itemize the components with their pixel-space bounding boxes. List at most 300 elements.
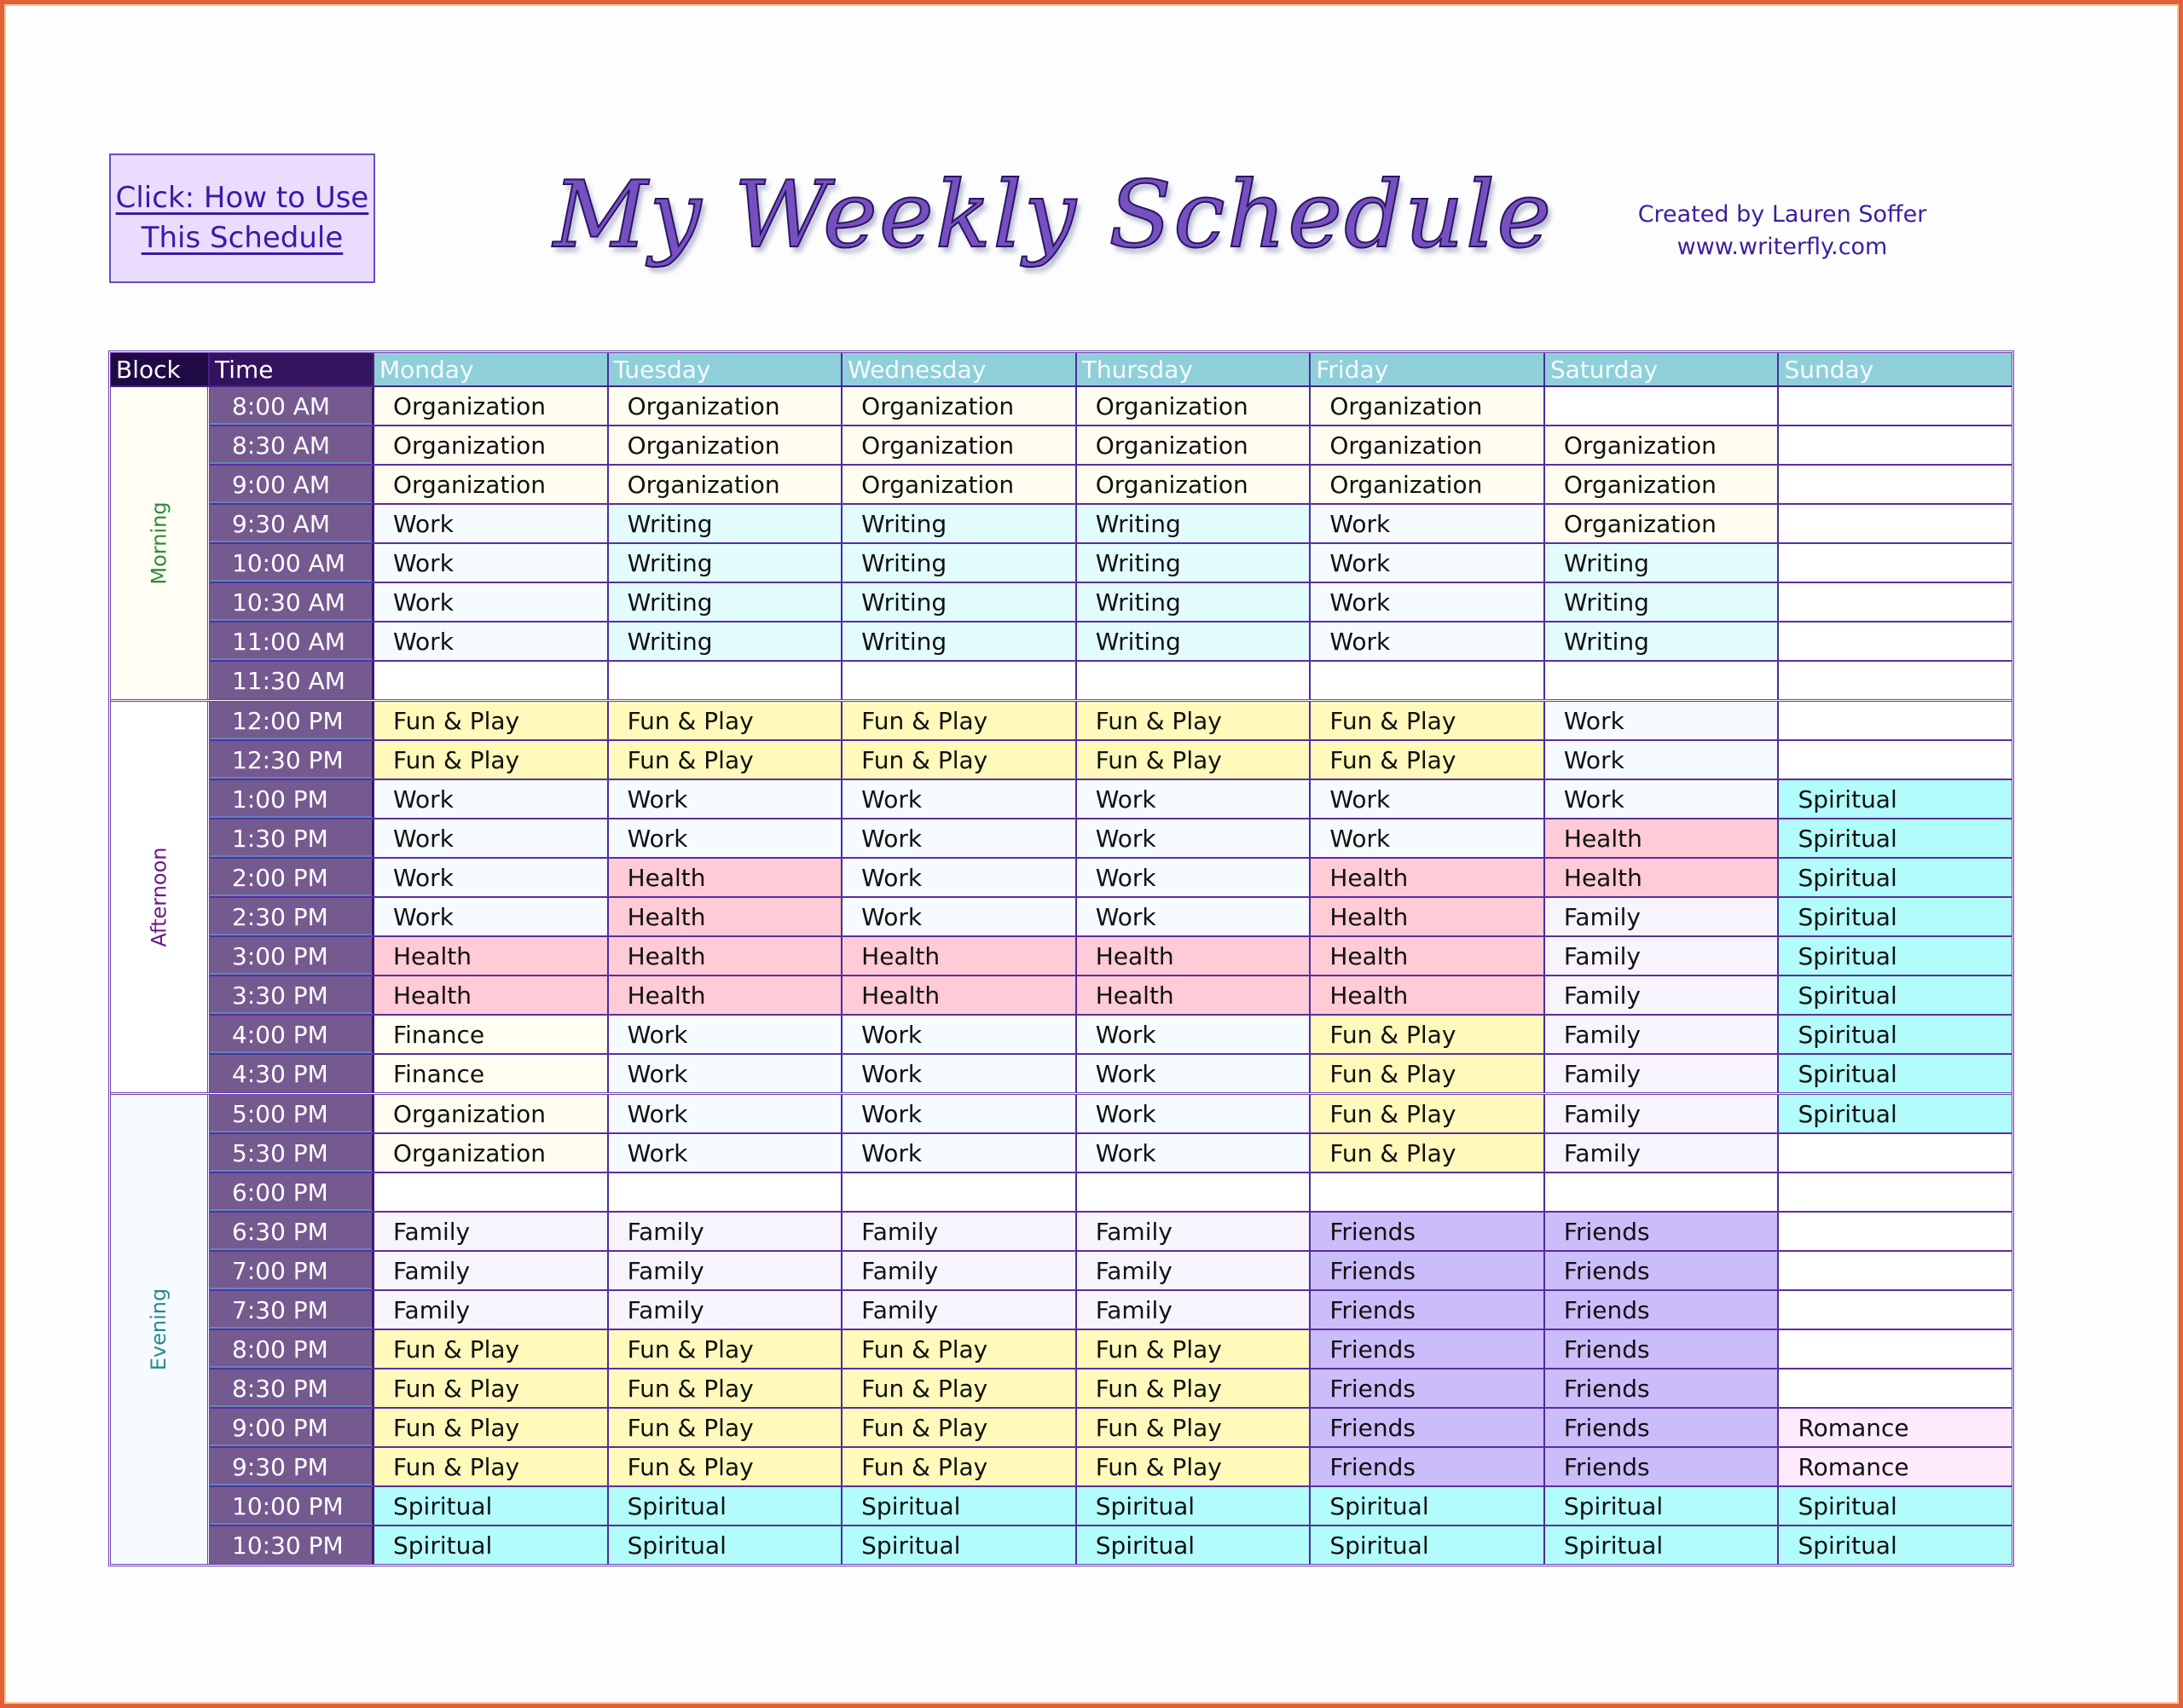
schedule-cell-saturday[interactable]: Work — [1545, 741, 1780, 779]
schedule-cell-saturday[interactable]: Organization — [1545, 505, 1780, 542]
schedule-cell-sunday[interactable] — [1779, 544, 2012, 582]
schedule-table — [108, 350, 2014, 1566]
credit-author: Created by Lauren Soffer — [1637, 201, 1927, 228]
schedule-cell-tuesday[interactable]: Writing — [609, 544, 843, 582]
time-cell: 7:00 PM — [210, 1252, 374, 1289]
schedule-cell-monday[interactable]: Fun & Play — [374, 1409, 609, 1446]
schedule-cell-wednesday[interactable]: Family — [843, 1291, 1077, 1329]
time-cell: 3:00 PM — [210, 937, 374, 975]
schedule-cell-wednesday[interactable]: Writing — [843, 544, 1077, 582]
schedule-cell-sunday[interactable] — [1779, 466, 2012, 503]
schedule-cell-friday[interactable]: Work — [1311, 583, 1545, 621]
header-day-wednesday: Wednesday — [843, 353, 1077, 385]
schedule-cell-wednesday[interactable] — [843, 1173, 1077, 1211]
schedule-cell-sunday[interactable] — [1779, 622, 2012, 660]
schedule-cell-monday[interactable]: Work — [374, 505, 609, 542]
schedule-cell-monday[interactable]: Fun & Play — [374, 1369, 609, 1407]
schedule-cell-thursday[interactable]: Work — [1077, 1016, 1312, 1053]
schedule-cell-tuesday[interactable]: Work — [609, 1134, 843, 1172]
schedule-cell-tuesday[interactable]: Health — [609, 976, 843, 1014]
header-day-friday: Friday — [1311, 353, 1545, 385]
schedule-cell-friday[interactable]: Work — [1311, 544, 1545, 582]
section-morning — [111, 387, 2012, 699]
schedule-cell-monday[interactable]: Work — [374, 898, 609, 935]
schedule-cell-friday[interactable]: Organization — [1311, 387, 1545, 425]
schedule-cell-friday[interactable]: Friends — [1311, 1330, 1545, 1368]
time-cell: 5:00 PM — [210, 1095, 374, 1132]
schedule-cell-thursday[interactable]: Fun & Play — [1077, 1448, 1312, 1485]
schedule-cell-tuesday[interactable]: Organization — [609, 466, 843, 503]
schedule-cell-friday[interactable]: Friends — [1311, 1252, 1545, 1289]
schedule-cell-sunday[interactable] — [1779, 1330, 2012, 1368]
schedule-cell-sunday[interactable] — [1779, 662, 2012, 699]
time-cell: 10:00 PM — [210, 1487, 374, 1525]
schedule-cell-monday[interactable]: Organization — [374, 426, 609, 464]
schedule-cell-friday[interactable] — [1311, 1173, 1545, 1211]
schedule-cell-friday[interactable]: Organization — [1311, 426, 1545, 464]
schedule-cell-monday[interactable]: Work — [374, 622, 609, 660]
time-cell: 7:30 PM — [210, 1291, 374, 1329]
table-row — [210, 1291, 2012, 1330]
schedule-cell-friday[interactable]: Friends — [1311, 1369, 1545, 1407]
table-row — [210, 1409, 2012, 1448]
time-cell: 2:00 PM — [210, 859, 374, 896]
schedule-cell-wednesday[interactable]: Fun & Play — [843, 1330, 1077, 1368]
time-cell: 12:30 PM — [210, 741, 374, 779]
table-row — [210, 1173, 2012, 1213]
schedule-cell-sunday[interactable] — [1779, 583, 2012, 621]
schedule-cell-friday[interactable]: Organization — [1311, 466, 1545, 503]
table-row — [210, 426, 2012, 466]
block-label: Morning — [147, 501, 171, 585]
time-cell: 5:30 PM — [210, 1134, 374, 1172]
schedule-cell-tuesday[interactable]: Work — [609, 780, 843, 818]
schedule-cell-monday[interactable] — [374, 662, 609, 699]
schedule-cell-saturday[interactable]: Writing — [1545, 622, 1780, 660]
schedule-cell-monday[interactable]: Fun & Play — [374, 741, 609, 779]
schedule-cell-wednesday[interactable]: Work — [843, 1095, 1077, 1132]
schedule-cell-tuesday[interactable]: Fun & Play — [609, 1409, 843, 1446]
schedule-cell-friday[interactable]: Work — [1311, 780, 1545, 818]
schedule-cell-friday[interactable]: Work — [1311, 622, 1545, 660]
schedule-cell-saturday[interactable]: Spiritual — [1545, 1487, 1780, 1525]
table-row — [210, 1526, 2012, 1564]
credit-website: www.writerfly.com — [1676, 234, 1888, 260]
schedule-cell-wednesday[interactable]: Writing — [843, 505, 1077, 542]
schedule-cell-sunday[interactable]: Spiritual — [1779, 859, 2012, 896]
schedule-cell-wednesday[interactable]: Fun & Play — [843, 1448, 1077, 1485]
schedule-cell-thursday[interactable]: Fun & Play — [1077, 1330, 1312, 1368]
schedule-cell-saturday[interactable]: Family — [1545, 1095, 1780, 1132]
schedule-cell-wednesday[interactable]: Health — [843, 976, 1077, 1014]
schedule-cell-tuesday[interactable]: Writing — [609, 583, 843, 621]
table-row — [210, 819, 2012, 859]
time-cell: 8:00 PM — [210, 1330, 374, 1368]
schedule-cell-thursday[interactable]: Family — [1077, 1291, 1312, 1329]
table-row — [210, 1448, 2012, 1487]
table-row — [210, 780, 2012, 819]
schedule-cell-thursday[interactable]: Spiritual — [1077, 1526, 1312, 1564]
schedule-cell-wednesday[interactable]: Spiritual — [843, 1526, 1077, 1564]
schedule-cell-tuesday[interactable]: Work — [609, 1016, 843, 1053]
schedule-cell-sunday[interactable] — [1779, 702, 2012, 739]
schedule-cell-friday[interactable]: Friends — [1311, 1448, 1545, 1485]
schedule-cell-tuesday[interactable]: Fun & Play — [609, 1369, 843, 1407]
schedule-cell-saturday[interactable]: Writing — [1545, 544, 1780, 582]
schedule-cell-sunday[interactable]: Spiritual — [1779, 976, 2012, 1014]
schedule-cell-sunday[interactable]: Spiritual — [1779, 1016, 2012, 1053]
schedule-cell-thursday[interactable]: Writing — [1077, 505, 1312, 542]
schedule-cell-friday[interactable]: Work — [1311, 505, 1545, 542]
schedule-cell-tuesday[interactable]: Health — [609, 937, 843, 975]
schedule-cell-tuesday[interactable] — [609, 1173, 843, 1211]
schedule-cell-wednesday[interactable]: Family — [843, 1252, 1077, 1289]
schedule-cell-sunday[interactable] — [1779, 1173, 2012, 1211]
schedule-cell-sunday[interactable]: Spiritual — [1779, 898, 2012, 935]
schedule-cell-thursday[interactable]: Work — [1077, 898, 1312, 935]
schedule-cell-friday[interactable]: Friends — [1311, 1409, 1545, 1446]
table-row — [210, 1055, 2012, 1092]
schedule-cell-thursday[interactable]: Fun & Play — [1077, 741, 1312, 779]
schedule-cell-monday[interactable]: Finance — [374, 1055, 609, 1092]
table-row — [210, 387, 2012, 426]
schedule-cell-thursday[interactable]: Organization — [1077, 426, 1312, 464]
schedule-cell-thursday[interactable]: Fun & Play — [1077, 1369, 1312, 1407]
schedule-cell-thursday[interactable]: Work — [1077, 859, 1312, 896]
schedule-cell-monday[interactable]: Work — [374, 859, 609, 896]
table-row — [210, 466, 2012, 505]
schedule-cell-monday[interactable]: Fun & Play — [374, 1448, 609, 1485]
schedule-cell-thursday[interactable]: Writing — [1077, 622, 1312, 660]
table-row — [210, 859, 2012, 898]
schedule-cell-tuesday[interactable]: Health — [609, 898, 843, 935]
time-cell: 4:30 PM — [210, 1055, 374, 1092]
schedule-cell-wednesday[interactable]: Work — [843, 1055, 1077, 1092]
schedule-cell-monday[interactable]: Organization — [374, 466, 609, 503]
schedule-cell-wednesday[interactable]: Work — [843, 859, 1077, 896]
time-cell: 11:00 AM — [210, 622, 374, 660]
schedule-cell-thursday[interactable]: Health — [1077, 976, 1312, 1014]
schedule-cell-saturday[interactable]: Organization — [1545, 426, 1780, 464]
schedule-cell-tuesday[interactable] — [609, 662, 843, 699]
schedule-cell-thursday[interactable]: Family — [1077, 1213, 1312, 1250]
schedule-cell-sunday[interactable]: Spiritual — [1779, 1095, 2012, 1132]
table-row — [210, 1016, 2012, 1055]
time-cell: 6:30 PM — [210, 1213, 374, 1250]
schedule-cell-monday[interactable]: Family — [374, 1213, 609, 1250]
schedule-cell-wednesday[interactable]: Work — [843, 780, 1077, 818]
schedule-cell-tuesday[interactable]: Spiritual — [609, 1487, 843, 1525]
schedule-cell-saturday[interactable]: Organization — [1545, 466, 1780, 503]
section-rows — [210, 387, 2012, 699]
table-row — [210, 1330, 2012, 1369]
schedule-cell-saturday[interactable] — [1545, 1173, 1780, 1211]
schedule-cell-saturday[interactable]: Friends — [1545, 1330, 1780, 1368]
table-row — [210, 741, 2012, 780]
schedule-cell-friday[interactable]: Fun & Play — [1311, 1055, 1545, 1092]
block-label: Afternoon — [147, 847, 171, 947]
schedule-cell-friday[interactable]: Health — [1311, 898, 1545, 935]
header-day-thursday: Thursday — [1077, 353, 1312, 385]
schedule-cell-tuesday[interactable]: Writing — [609, 622, 843, 660]
schedule-cell-monday[interactable] — [374, 1173, 609, 1211]
time-cell: 4:00 PM — [210, 1016, 374, 1053]
schedule-cell-wednesday[interactable]: Fun & Play — [843, 741, 1077, 779]
schedule-cell-saturday[interactable]: Family — [1545, 1016, 1780, 1053]
schedule-cell-friday[interactable]: Friends — [1311, 1291, 1545, 1329]
schedule-cell-monday[interactable]: Fun & Play — [374, 1330, 609, 1368]
schedule-cell-friday[interactable]: Health — [1311, 976, 1545, 1014]
schedule-cell-tuesday[interactable]: Family — [609, 1213, 843, 1250]
schedule-cell-friday[interactable]: Fun & Play — [1311, 702, 1545, 739]
table-row — [210, 898, 2012, 937]
header-day-monday: Monday — [374, 353, 609, 385]
header-time: Time — [210, 353, 374, 385]
schedule-cell-sunday[interactable] — [1779, 1252, 2012, 1289]
schedule-cell-sunday[interactable] — [1779, 505, 2012, 542]
time-cell: 8:30 PM — [210, 1369, 374, 1407]
schedule-cell-thursday[interactable]: Spiritual — [1077, 1487, 1312, 1525]
schedule-cell-saturday[interactable]: Health — [1545, 819, 1780, 857]
credit — [1586, 199, 1978, 263]
time-cell: 1:30 PM — [210, 819, 374, 857]
time-cell: 10:30 PM — [210, 1526, 374, 1564]
block-label: Evening — [147, 1288, 171, 1371]
schedule-cell-saturday[interactable]: Health — [1545, 859, 1780, 896]
schedule-cell-wednesday[interactable]: Fun & Play — [843, 1409, 1077, 1446]
how-to-use-link-line2[interactable]: This Schedule — [141, 221, 344, 255]
schedule-cell-tuesday[interactable]: Writing — [609, 505, 843, 542]
schedule-cell-thursday[interactable]: Work — [1077, 819, 1312, 857]
time-cell: 10:00 AM — [210, 544, 374, 582]
schedule-cell-saturday[interactable]: Friends — [1545, 1252, 1780, 1289]
schedule-cell-thursday[interactable]: Work — [1077, 1095, 1312, 1132]
schedule-cell-thursday[interactable]: Writing — [1077, 544, 1312, 582]
schedule-cell-sunday[interactable] — [1779, 741, 2012, 779]
time-cell: 9:00 PM — [210, 1409, 374, 1446]
how-to-use-link[interactable] — [109, 153, 375, 283]
schedule-cell-saturday[interactable]: Friends — [1545, 1409, 1780, 1446]
schedule-cell-sunday[interactable]: Spiritual — [1779, 937, 2012, 975]
schedule-cell-sunday[interactable]: Spiritual — [1779, 1055, 2012, 1092]
schedule-cell-monday[interactable]: Work — [374, 583, 609, 621]
schedule-cell-wednesday[interactable]: Organization — [843, 466, 1077, 503]
schedule-cell-wednesday[interactable]: Work — [843, 1134, 1077, 1172]
table-row — [210, 1095, 2012, 1134]
schedule-cell-wednesday[interactable]: Fun & Play — [843, 702, 1077, 739]
schedule-cell-thursday[interactable]: Health — [1077, 937, 1312, 975]
schedule-cell-friday[interactable]: Spiritual — [1311, 1487, 1545, 1525]
schedule-cell-friday[interactable]: Fun & Play — [1311, 1016, 1545, 1053]
schedule-cell-sunday[interactable]: Spiritual — [1779, 780, 2012, 818]
schedule-cell-saturday[interactable]: Family — [1545, 937, 1780, 975]
time-cell: 6:00 PM — [210, 1173, 374, 1211]
schedule-cell-thursday[interactable]: Work — [1077, 1055, 1312, 1092]
schedule-cell-thursday[interactable] — [1077, 662, 1312, 699]
schedule-cell-saturday[interactable]: Friends — [1545, 1291, 1780, 1329]
table-row — [210, 1252, 2012, 1291]
schedule-cell-tuesday[interactable]: Spiritual — [609, 1526, 843, 1564]
schedule-cell-sunday[interactable] — [1779, 1134, 2012, 1172]
schedule-body — [111, 387, 2012, 1564]
how-to-use-link-line1[interactable]: Click: How to Use — [115, 181, 369, 215]
schedule-cell-saturday[interactable]: Family — [1545, 1134, 1780, 1172]
schedule-cell-thursday[interactable]: Family — [1077, 1252, 1312, 1289]
section-evening — [111, 1092, 2012, 1564]
schedule-cell-monday[interactable]: Organization — [374, 1095, 609, 1132]
schedule-cell-wednesday[interactable]: Organization — [843, 426, 1077, 464]
schedule-cell-tuesday[interactable]: Family — [609, 1252, 843, 1289]
schedule-cell-saturday[interactable]: Friends — [1545, 1369, 1780, 1407]
schedule-cell-monday[interactable]: Organization — [374, 387, 609, 425]
schedule-cell-wednesday[interactable]: Writing — [843, 622, 1077, 660]
schedule-cell-tuesday[interactable]: Fun & Play — [609, 1448, 843, 1485]
time-cell: 11:30 AM — [210, 662, 374, 699]
table-row — [210, 544, 2012, 583]
schedule-cell-tuesday[interactable]: Health — [609, 859, 843, 896]
schedule-cell-thursday[interactable]: Organization — [1077, 466, 1312, 503]
schedule-cell-tuesday[interactable]: Work — [609, 819, 843, 857]
time-cell: 9:00 AM — [210, 466, 374, 503]
schedule-cell-saturday[interactable] — [1545, 662, 1780, 699]
time-cell: 12:00 PM — [210, 702, 374, 739]
schedule-cell-friday[interactable]: Fun & Play — [1311, 741, 1545, 779]
schedule-cell-friday[interactable]: Health — [1311, 937, 1545, 975]
schedule-cell-saturday[interactable] — [1545, 387, 1780, 425]
schedule-cell-monday[interactable]: Family — [374, 1291, 609, 1329]
schedule-cell-sunday[interactable]: Romance — [1779, 1448, 2012, 1485]
schedule-cell-sunday[interactable]: Spiritual — [1779, 1526, 2012, 1564]
schedule-cell-thursday[interactable]: Work — [1077, 1134, 1312, 1172]
time-cell: 9:30 PM — [210, 1448, 374, 1485]
schedule-cell-wednesday[interactable]: Fun & Play — [843, 1369, 1077, 1407]
schedule-cell-thursday[interactable]: Writing — [1077, 583, 1312, 621]
schedule-cell-thursday[interactable]: Organization — [1077, 387, 1312, 425]
schedule-cell-monday[interactable]: Spiritual — [374, 1526, 609, 1564]
schedule-cell-friday[interactable]: Fun & Play — [1311, 1095, 1545, 1132]
schedule-cell-friday[interactable] — [1311, 662, 1545, 699]
schedule-cell-saturday[interactable]: Family — [1545, 976, 1780, 1014]
schedule-cell-friday[interactable]: Work — [1311, 819, 1545, 857]
schedule-cell-monday[interactable]: Fun & Play — [374, 702, 609, 739]
schedule-cell-saturday[interactable]: Family — [1545, 1055, 1780, 1092]
table-row — [210, 1213, 2012, 1252]
time-cell: 10:30 AM — [210, 583, 374, 621]
schedule-cell-wednesday[interactable]: Family — [843, 1213, 1077, 1250]
schedule-cell-friday[interactable]: Spiritual — [1311, 1526, 1545, 1564]
schedule-cell-monday[interactable]: Work — [374, 780, 609, 818]
schedule-cell-monday[interactable]: Organization — [374, 1134, 609, 1172]
schedule-cell-monday[interactable]: Health — [374, 937, 609, 975]
header-day-sunday: Sunday — [1779, 353, 2012, 385]
schedule-cell-monday[interactable]: Health — [374, 976, 609, 1014]
schedule-cell-friday[interactable]: Friends — [1311, 1213, 1545, 1250]
schedule-cell-friday[interactable]: Fun & Play — [1311, 1134, 1545, 1172]
header-block: Block — [111, 353, 210, 385]
schedule-cell-sunday[interactable] — [1779, 387, 2012, 425]
schedule-cell-saturday[interactable]: Family — [1545, 898, 1780, 935]
schedule-cell-sunday[interactable] — [1779, 1369, 2012, 1407]
schedule-cell-saturday[interactable]: Spiritual — [1545, 1526, 1780, 1564]
table-row — [210, 583, 2012, 622]
time-cell: 3:30 PM — [210, 976, 374, 1014]
schedule-cell-tuesday[interactable]: Organization — [609, 426, 843, 464]
schedule-cell-thursday[interactable]: Work — [1077, 780, 1312, 818]
table-row — [210, 976, 2012, 1016]
schedule-cell-tuesday[interactable]: Fun & Play — [609, 741, 843, 779]
schedule-cell-sunday[interactable] — [1779, 426, 2012, 464]
schedule-cell-monday[interactable]: Work — [374, 544, 609, 582]
table-row — [210, 1487, 2012, 1526]
table-row — [210, 702, 2012, 741]
page-title: My Weekly Schedule — [553, 162, 1554, 269]
header-day-tuesday: Tuesday — [609, 353, 843, 385]
table-row — [210, 1369, 2012, 1409]
schedule-cell-saturday[interactable]: Work — [1545, 780, 1780, 818]
schedule-cell-tuesday[interactable]: Fun & Play — [609, 1330, 843, 1368]
table-row — [210, 662, 2012, 699]
schedule-cell-saturday[interactable]: Friends — [1545, 1448, 1780, 1485]
schedule-cell-thursday[interactable]: Fun & Play — [1077, 702, 1312, 739]
time-cell: 1:00 PM — [210, 780, 374, 818]
schedule-cell-wednesday[interactable]: Work — [843, 819, 1077, 857]
schedule-cell-tuesday[interactable]: Work — [609, 1095, 843, 1132]
header-day-saturday: Saturday — [1545, 353, 1780, 385]
schedule-cell-wednesday[interactable]: Organization — [843, 387, 1077, 425]
schedule-cell-sunday[interactable]: Romance — [1779, 1409, 2012, 1446]
schedule-cell-saturday[interactable]: Work — [1545, 702, 1780, 739]
schedule-cell-wednesday[interactable] — [843, 662, 1077, 699]
schedule-cell-sunday[interactable] — [1779, 1213, 2012, 1250]
table-row — [210, 1134, 2012, 1173]
table-row — [210, 505, 2012, 544]
schedule-cell-monday[interactable]: Family — [374, 1252, 609, 1289]
schedule-cell-sunday[interactable] — [1779, 1291, 2012, 1329]
time-cell: 2:30 PM — [210, 898, 374, 935]
schedule-cell-saturday[interactable]: Writing — [1545, 583, 1780, 621]
schedule-cell-sunday[interactable]: Spiritual — [1779, 1487, 2012, 1525]
schedule-cell-tuesday[interactable]: Work — [609, 1055, 843, 1092]
schedule-cell-wednesday[interactable]: Work — [843, 898, 1077, 935]
schedule-cell-tuesday[interactable]: Fun & Play — [609, 702, 843, 739]
schedule-cell-friday[interactable]: Health — [1311, 859, 1545, 896]
schedule-cell-tuesday[interactable]: Organization — [609, 387, 843, 425]
header-row — [111, 353, 2012, 387]
time-cell: 8:00 AM — [210, 387, 374, 425]
table-row — [210, 622, 2012, 662]
schedule-cell-wednesday[interactable]: Work — [843, 1016, 1077, 1053]
block-cell — [111, 702, 210, 1092]
schedule-cell-monday[interactable]: Work — [374, 819, 609, 857]
schedule-cell-sunday[interactable]: Spiritual — [1779, 819, 2012, 857]
section-rows — [210, 702, 2012, 1092]
schedule-cell-monday[interactable]: Finance — [374, 1016, 609, 1053]
schedule-cell-monday[interactable]: Spiritual — [374, 1487, 609, 1525]
schedule-cell-wednesday[interactable]: Spiritual — [843, 1487, 1077, 1525]
schedule-cell-thursday[interactable] — [1077, 1173, 1312, 1211]
time-cell: 8:30 AM — [210, 426, 374, 464]
schedule-cell-wednesday[interactable]: Health — [843, 937, 1077, 975]
block-cell — [111, 1095, 210, 1564]
schedule-cell-thursday[interactable]: Fun & Play — [1077, 1409, 1312, 1446]
schedule-cell-saturday[interactable]: Friends — [1545, 1213, 1780, 1250]
schedule-cell-tuesday[interactable]: Family — [609, 1291, 843, 1329]
schedule-cell-wednesday[interactable]: Writing — [843, 583, 1077, 621]
block-cell — [111, 387, 210, 699]
table-row — [210, 937, 2012, 976]
section-rows — [210, 1095, 2012, 1564]
section-afternoon — [111, 699, 2012, 1092]
